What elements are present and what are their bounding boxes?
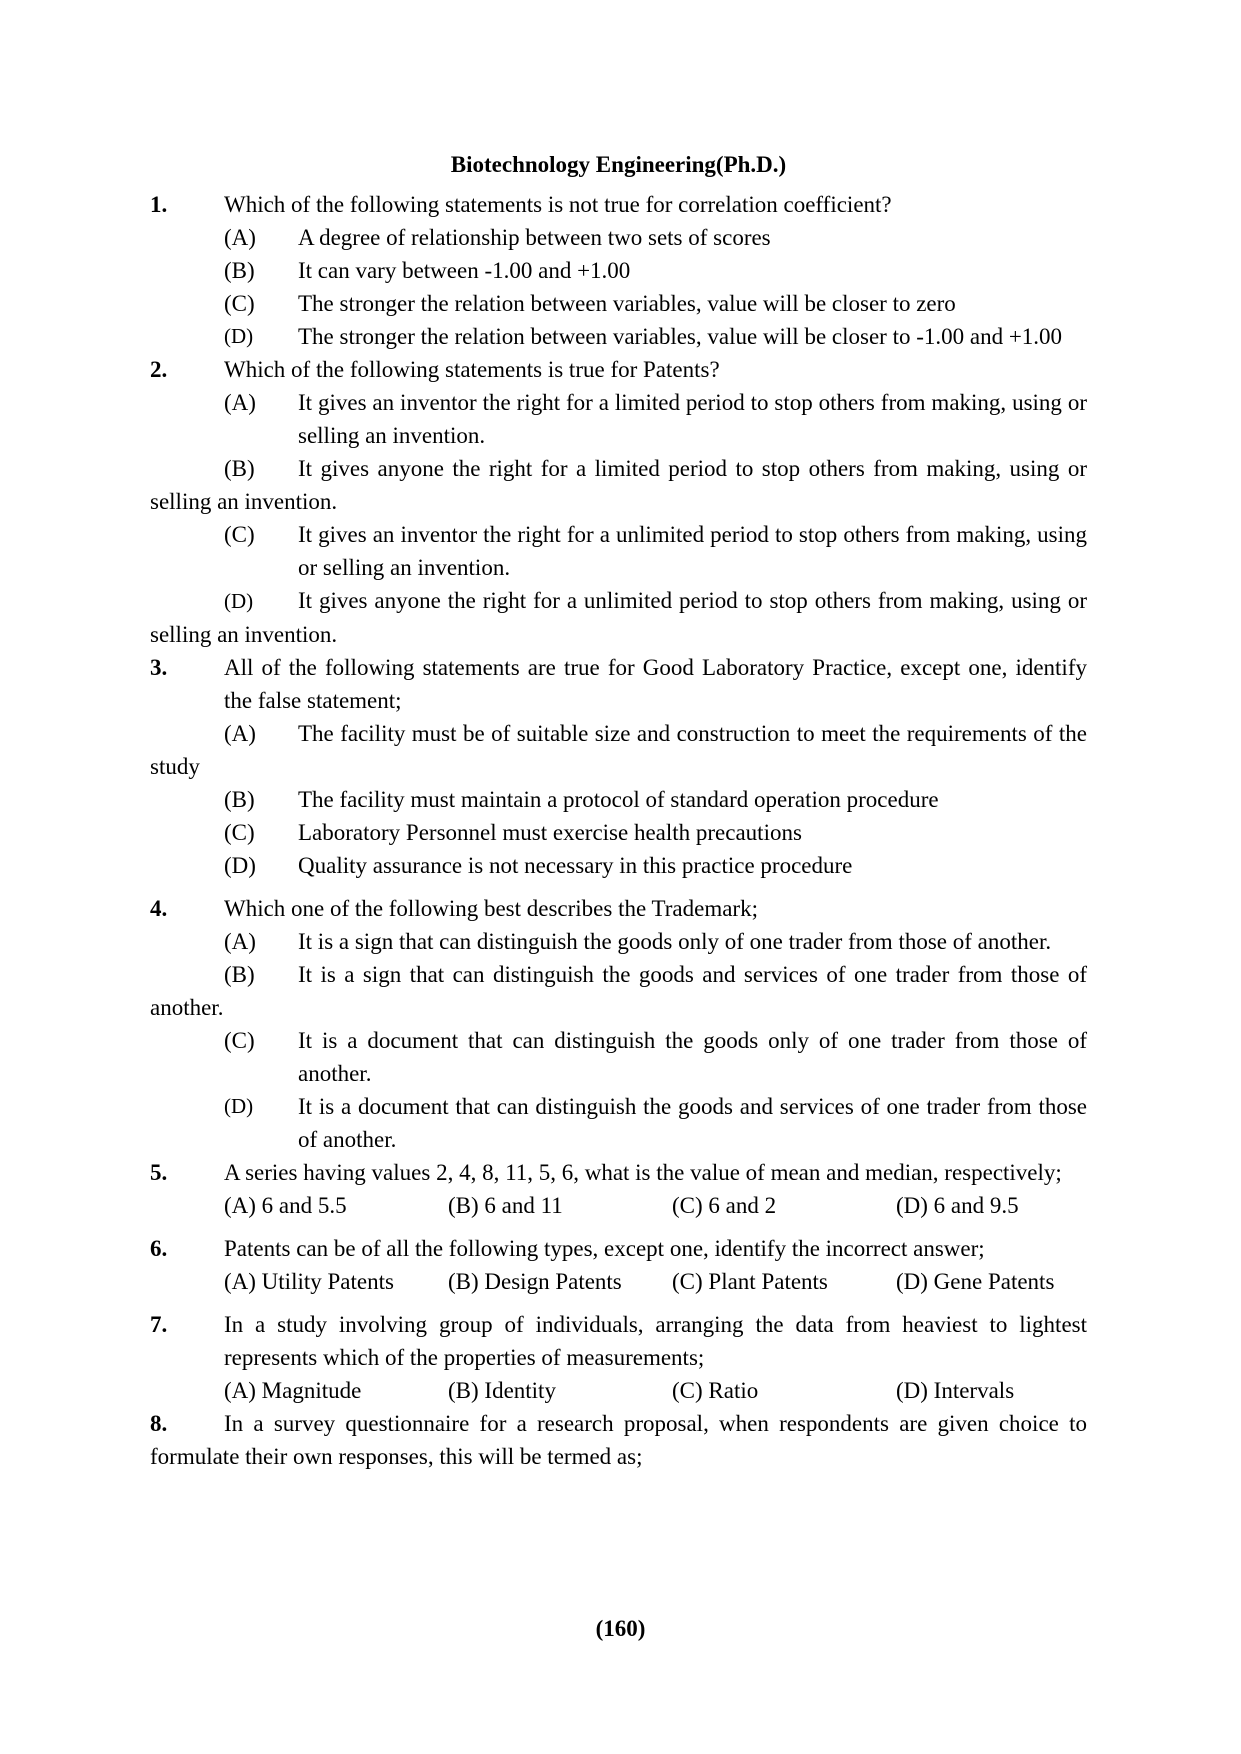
- question-text: In a study involving group of individuals, arranging the data from heaviest to lightest represents which of the properties of measurements;: [224, 1312, 1087, 1370]
- option-text: The stronger the relation between variables, value will be closer to -1.00 and +1.00: [298, 324, 1063, 349]
- question-number: 7.: [150, 1312, 168, 1337]
- option-d: [150, 320, 1087, 353]
- question-text: Patents can be of all the following types, except one, identify the incorrect answer;: [224, 1236, 985, 1261]
- option-text: The stronger the relation between variables, value will be closer to zero: [298, 291, 956, 316]
- question-6: [150, 1232, 1087, 1298]
- question-8: [150, 1407, 1087, 1473]
- question-number: 3.: [150, 655, 168, 680]
- option-c: [150, 287, 1087, 320]
- option-text: Laboratory Personnel must exercise health precautions: [298, 820, 802, 845]
- option-label: (D): [224, 324, 254, 348]
- option-text: It gives an inventor the right for a unlimited period to stop others from making, using or selling an invention.: [298, 522, 1087, 580]
- option-text: It gives an inventor the right for a limited period to stop others from making, using or selling an invention.: [298, 390, 1087, 448]
- option-text: Quality assurance is not necessary in this practice procedure: [298, 853, 853, 878]
- option-row: [150, 1265, 1087, 1298]
- option-text: It is a sign that can distinguish the goods and services of one trader from those of another.: [150, 962, 1087, 1020]
- option-label: (C): [224, 820, 255, 845]
- question-number: 6.: [150, 1236, 168, 1261]
- question-number: 1.: [150, 192, 168, 217]
- option-a: (A) Magnitude: [224, 1378, 362, 1403]
- option-b: (B) Identity: [448, 1378, 556, 1403]
- option-label: (B): [224, 258, 255, 283]
- option-label: (A): [224, 390, 256, 415]
- question-1: [150, 188, 1087, 353]
- option-a: (A) 6 and 5.5: [224, 1193, 347, 1218]
- option-text: The facility must be of suitable size and construction to meet the requirements of the study: [150, 721, 1087, 779]
- option-text: It is a document that can distinguish the goods and services of one trader from those of another.: [298, 1094, 1087, 1152]
- option-c: [150, 1024, 1087, 1090]
- option-b: [150, 452, 1087, 518]
- option-d: [150, 1090, 1087, 1156]
- option-a: [150, 386, 1087, 452]
- option-b: [150, 958, 1087, 1024]
- question-number: 5.: [150, 1160, 168, 1185]
- option-label: (A): [224, 225, 256, 250]
- option-d: (D) 6 and 9.5: [896, 1193, 1019, 1218]
- option-a: [150, 221, 1087, 254]
- option-c: (C) Ratio: [672, 1378, 759, 1403]
- page-number: (160): [595, 1616, 646, 1641]
- option-d: [150, 849, 1087, 882]
- option-b: (B) 6 and 11: [448, 1193, 563, 1218]
- question-8-text-block: [150, 1407, 1087, 1473]
- question-number: 2.: [150, 357, 168, 382]
- question-text: Which of the following statements is not true for correlation coefficient?: [224, 192, 892, 217]
- question-text: In a survey questionnaire for a research proposal, when respondents are given choice to formulate their own responses, this will be termed as;: [150, 1411, 1087, 1469]
- page-title: Biotechnology Engineering(Ph.D.): [450, 152, 787, 177]
- option-b: [150, 254, 1087, 287]
- option-label: (A): [224, 721, 256, 746]
- option-a: (A) Utility Patents: [224, 1269, 394, 1294]
- question-4: [150, 892, 1087, 1156]
- option-c: [150, 518, 1087, 584]
- option-d: [150, 584, 1087, 651]
- option-label: (C): [224, 291, 255, 316]
- option-label: (B): [224, 962, 255, 987]
- option-text: A degree of relationship between two sets of scores: [298, 225, 771, 250]
- option-text: It is a sign that can distinguish the goods only of one trader from those of another.: [298, 929, 1052, 954]
- question-page: [150, 148, 1087, 1473]
- option-label: (D): [224, 853, 256, 878]
- option-text: It gives anyone the right for a limited period to stop others from making, using or selling an invention.: [150, 456, 1087, 514]
- question-text: All of the following statements are true for Good Laboratory Practice, except one, identify the false statement;: [224, 655, 1087, 713]
- question-text: Which one of the following best describes the Trademark;: [224, 896, 758, 921]
- option-c: [150, 816, 1087, 849]
- option-b: [150, 783, 1087, 816]
- question-2: [150, 353, 1087, 651]
- option-label: (C): [224, 1028, 255, 1053]
- option-text: It is a document that can distinguish the goods only of one trader from those of another.: [298, 1028, 1087, 1086]
- question-text: A series having values 2, 4, 8, 11, 5, 6, what is the value of mean and median, respectively;: [224, 1160, 1062, 1185]
- option-label: (B): [224, 456, 255, 481]
- option-b: (B) Design Patents: [448, 1269, 622, 1294]
- option-text: It can vary between -1.00 and +1.00: [298, 258, 631, 283]
- question-5: [150, 1156, 1087, 1222]
- question-number: 8.: [150, 1411, 168, 1436]
- option-d: (D) Gene Patents: [896, 1269, 1055, 1294]
- option-a: [150, 925, 1087, 958]
- option-c: (C) 6 and 2: [672, 1193, 777, 1218]
- option-text: It gives anyone the right for a unlimited period to stop others from making, using or selling an invention.: [150, 588, 1087, 647]
- option-row: [150, 1189, 1087, 1222]
- option-label: (C): [224, 522, 255, 547]
- question-number: 4.: [150, 896, 168, 921]
- option-a: [150, 717, 1087, 783]
- question-3: [150, 651, 1087, 882]
- option-label: (D): [224, 1094, 254, 1118]
- option-d: (D) Intervals: [896, 1378, 1015, 1403]
- option-label: (A): [224, 929, 256, 954]
- question-7: [150, 1308, 1087, 1407]
- option-text: The facility must maintain a protocol of standard operation procedure: [298, 787, 939, 812]
- option-label: (D): [224, 589, 254, 613]
- option-label: (B): [224, 787, 255, 812]
- option-c: (C) Plant Patents: [672, 1269, 828, 1294]
- option-row: [150, 1374, 1087, 1407]
- question-text: Which of the following statements is true for Patents?: [224, 357, 720, 382]
